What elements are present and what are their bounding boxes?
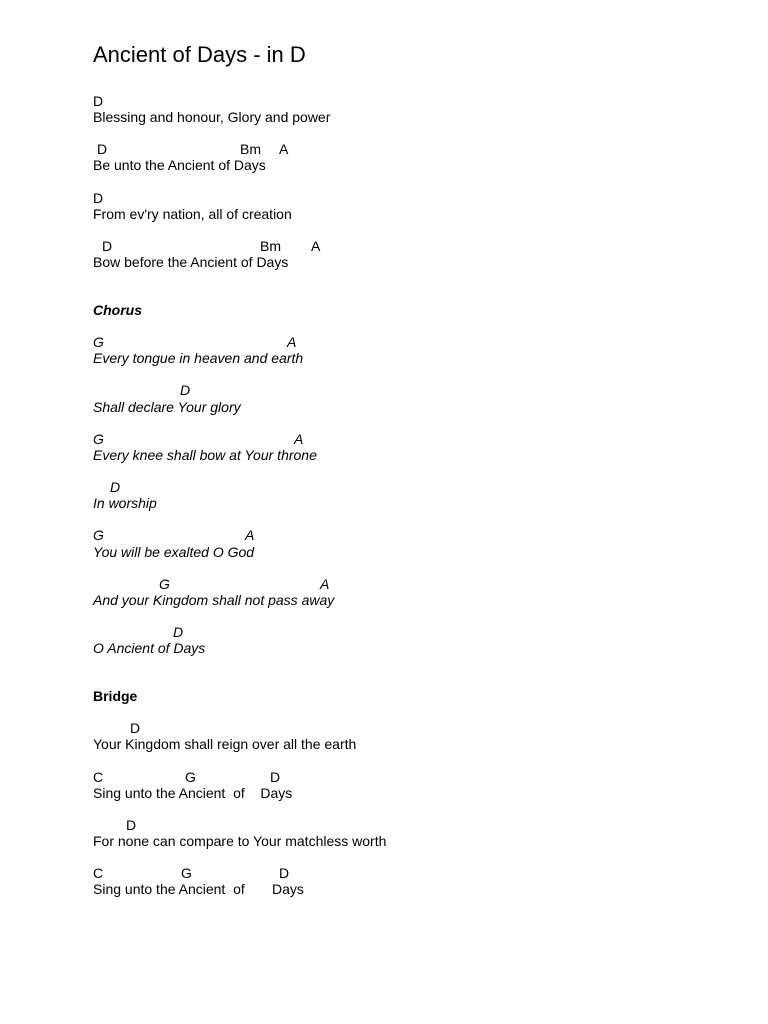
lyric-line: In worship: [93, 495, 157, 511]
chord: G: [159, 576, 170, 592]
chord: D: [110, 479, 121, 495]
song-title: Ancient of Days - in D: [93, 42, 306, 67]
chord: D: [93, 93, 104, 109]
lyric-line: Sing unto the Ancient of Days: [93, 881, 304, 897]
lyric-line: You will be exalted O God: [93, 544, 255, 560]
chord: D: [102, 238, 113, 254]
chord: A: [320, 576, 330, 592]
lyric-line: Every tongue in heaven and earth: [93, 350, 304, 366]
lyric-line: Sing unto the Ancient of Days: [93, 785, 293, 801]
lyric-line: Every knee shall bow at Your throne: [93, 447, 317, 463]
chord: G: [93, 334, 104, 350]
chord: D: [173, 624, 184, 640]
chord: Bm: [240, 141, 261, 157]
lyric-line: Be unto the Ancient of Days: [93, 157, 266, 173]
lyric-line: And your Kingdom shall not pass away: [93, 592, 335, 608]
lyric-line: Bow before the Ancient of Days: [93, 254, 289, 270]
lyric-line: Blessing and honour, Glory and power: [93, 109, 331, 125]
lyric-line: From ev'ry nation, all of creation: [93, 206, 292, 222]
chord: A: [287, 334, 297, 350]
chord: G: [181, 865, 192, 881]
chord: G: [93, 527, 104, 543]
chord: A: [294, 431, 304, 447]
chord: C: [93, 769, 104, 785]
lyric-line: Shall declare Your glory: [93, 399, 241, 415]
chord: Bm: [260, 238, 281, 254]
lyric-line: For none can compare to Your matchless worth: [93, 833, 387, 849]
chord: D: [279, 865, 290, 881]
lyric-line: Your Kingdom shall reign over all the earth: [93, 736, 357, 752]
chord: G: [93, 431, 104, 447]
chord: C: [93, 865, 104, 881]
chord: D: [130, 720, 141, 736]
chord: D: [126, 817, 137, 833]
chord: A: [311, 238, 321, 254]
chord: A: [279, 141, 289, 157]
chord: D: [93, 190, 104, 206]
chord: D: [180, 382, 191, 398]
section-heading-chorus: Chorus: [93, 302, 142, 318]
lyric-line: O Ancient of Days: [93, 640, 206, 656]
chord: G: [185, 769, 196, 785]
section-heading-bridge: Bridge: [93, 688, 138, 704]
chord: A: [245, 527, 255, 543]
chord: D: [270, 769, 281, 785]
chord: D: [97, 141, 108, 157]
